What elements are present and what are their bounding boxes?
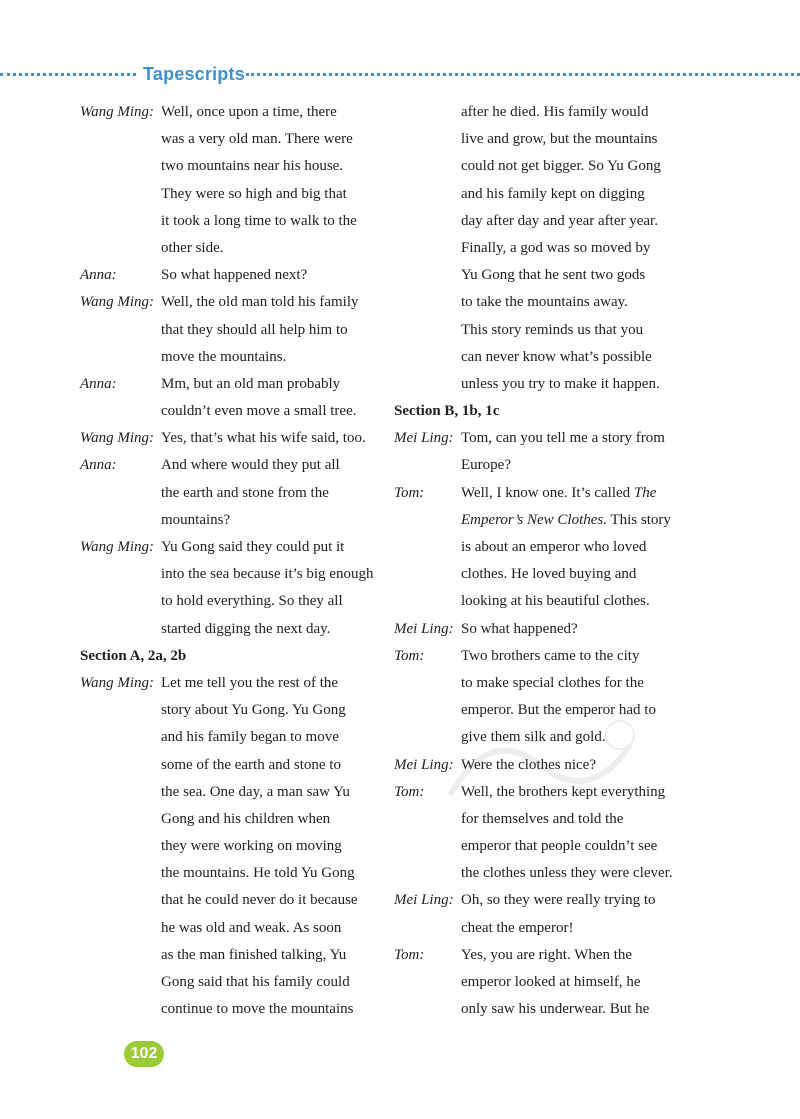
dialogue-line	[394, 289, 694, 316]
dialogue-line	[394, 697, 694, 724]
dialogue-text-plain: story about Yu Gong. Yu Gong	[161, 702, 346, 719]
dialogue-text-plain: Let me tell you the rest of the	[161, 674, 339, 691]
dialogue-line	[394, 262, 694, 289]
dialogue-text	[461, 289, 628, 316]
dialogue-text	[161, 452, 340, 479]
dialogue-line	[394, 969, 694, 996]
dialogue-line	[394, 942, 694, 969]
dialogue-text	[461, 969, 641, 996]
dialogue-line	[80, 833, 380, 860]
dialogue-text	[461, 181, 645, 208]
dialogue-line	[394, 915, 694, 942]
dialogue-text-plain: and his family kept on digging	[461, 185, 645, 202]
dialogue-line	[394, 507, 694, 534]
dialogue-text	[161, 317, 348, 344]
header-dotted-rule-left	[0, 73, 136, 76]
dialogue-text-plain: to hold everything. So they all	[161, 593, 343, 610]
dialogue-text-plain: Two brothers came to the city	[461, 647, 640, 664]
dialogue-text	[461, 153, 661, 180]
dialogue-line	[80, 752, 380, 779]
dialogue-text	[161, 398, 357, 425]
page-title: Tapescripts	[143, 64, 245, 84]
speaker-name: Anna:	[80, 457, 117, 474]
dialogue-line	[394, 806, 694, 833]
dialogue-text-plain: that they should all help him to	[161, 321, 348, 338]
dialogue-text	[161, 289, 359, 316]
right-column	[394, 99, 694, 1023]
dialogue-line	[80, 915, 380, 942]
dialogue-text	[461, 561, 636, 588]
dialogue-line	[394, 616, 694, 643]
dialogue-line	[394, 480, 694, 507]
dialogue-text-plain: started digging the next day.	[161, 620, 331, 637]
dialogue-text-plain: is about an emperor who loved	[461, 539, 647, 555]
dialogue-text	[461, 452, 511, 479]
dialogue-text-plain: This story reminds us that you	[461, 321, 644, 338]
dialogue-text	[461, 724, 606, 751]
speaker-name: Wang Ming:	[80, 294, 155, 311]
dialogue-text-plain: continue to move the mountains	[161, 1001, 354, 1018]
dialogue-line	[80, 588, 380, 615]
dialogue-text-plain: clothes. He loved buying and	[461, 566, 637, 583]
dialogue-line	[80, 643, 380, 670]
dialogue-text-plain: could not get bigger. So Yu Gong	[461, 158, 661, 175]
dialogue-text	[161, 779, 350, 806]
dialogue-text-plain: move the mountains.	[161, 348, 287, 365]
dialogue-text-plain: it took a long time to walk to the	[161, 212, 357, 229]
dialogue-text	[161, 344, 286, 371]
dialogue-text-plain: Gong said that his family could	[161, 974, 350, 990]
dialogue-line	[394, 398, 694, 425]
dialogue-text-plain: only saw his underwear. But he	[461, 1001, 650, 1018]
dialogue-text-plain: Yes, you are right. When the	[461, 946, 633, 963]
dialogue-text-plain: the mountains. He told Yu Gong	[161, 865, 355, 882]
dialogue-text-plain: They were so high and big that	[161, 185, 347, 202]
section-heading: Section A, 2a, 2b	[80, 647, 187, 664]
dialogue-line	[394, 588, 694, 615]
dialogue-text-plain: looking at his beautiful clothes.	[461, 593, 650, 610]
dialogue-line	[394, 887, 694, 914]
dialogue-text	[161, 860, 355, 887]
dialogue-line	[394, 643, 694, 670]
dialogue-text-plain: as the man finished talking, Yu	[161, 946, 347, 963]
dialogue-text-plain: to make special clothes for the	[461, 674, 644, 691]
dialogue-text-plain: Were the clothes nice?	[461, 756, 596, 773]
dialogue-text-plain: Oh, so they were really trying to	[461, 892, 656, 909]
dialogue-text	[461, 806, 623, 833]
dialogue-text	[161, 996, 353, 1023]
dialogue-text-plain: the earth and stone from the	[161, 484, 329, 501]
dialogue-line	[80, 806, 380, 833]
dialogue-line	[394, 425, 694, 452]
story-title-italic: Emperor’s New Clothes.	[461, 511, 607, 528]
dialogue-text-plain: after he died. His family would	[461, 104, 649, 120]
dialogue-line	[80, 779, 380, 806]
dialogue-text-plain: Tom, can you tell me a story from	[461, 430, 665, 447]
dialogue-text-plain: Well, the old man told his family	[161, 294, 359, 311]
dialogue-text	[461, 371, 660, 398]
dialogue-text	[461, 887, 656, 914]
speaker-name: Mei Ling:	[394, 430, 454, 447]
dialogue-line	[394, 208, 694, 235]
dialogue-text-plain: day after day and year after year.	[461, 212, 658, 229]
dialogue-text	[461, 915, 573, 942]
dialogue-text	[461, 534, 646, 561]
dialogue-text	[461, 942, 632, 969]
dialogue-text-plain: And where would they put all	[161, 457, 340, 474]
dialogue-text-continued: This story	[606, 511, 671, 528]
dialogue-text	[161, 616, 330, 643]
dialogue-text-plain: can never know what’s possible	[461, 348, 652, 365]
dialogue-text	[161, 235, 223, 262]
dialogue-text-plain: Yu Gong that he sent two gods	[461, 267, 646, 284]
dialogue-line	[80, 208, 380, 235]
dialogue-text	[161, 181, 347, 208]
dialogue-line	[394, 996, 694, 1023]
speaker-name: Tom:	[394, 484, 425, 501]
dialogue-line	[80, 724, 380, 751]
dialogue-text	[161, 208, 357, 235]
dialogue-line	[80, 153, 380, 180]
speaker-name: Tom:	[394, 783, 425, 800]
dialogue-line	[80, 697, 380, 724]
speaker-name: Wang Ming:	[80, 430, 155, 447]
dialogue-text-plain: some of the earth and stone to	[161, 756, 341, 773]
speaker-name: Wang Ming:	[80, 539, 155, 555]
dialogue-text	[161, 480, 329, 507]
dialogue-line	[394, 99, 694, 126]
dialogue-line	[80, 969, 380, 996]
dialogue-line	[80, 996, 380, 1023]
dialogue-line	[394, 752, 694, 779]
speaker-name: Mei Ling:	[394, 620, 454, 637]
speaker-name: Wang Ming:	[80, 104, 155, 120]
speaker-name: Anna:	[80, 375, 117, 392]
dialogue-text	[161, 153, 343, 180]
dialogue-text-plain: Well, I know one. It’s called	[461, 484, 634, 501]
dialogue-text	[461, 317, 643, 344]
dialogue-line	[80, 262, 380, 289]
dialogue-line	[80, 181, 380, 208]
dialogue-line	[394, 534, 694, 561]
dialogue-line	[80, 99, 380, 126]
dialogue-text	[161, 969, 350, 996]
dialogue-text	[161, 752, 341, 779]
dialogue-text-plain: the clothes unless they were clever.	[461, 865, 673, 882]
dialogue-line	[394, 235, 694, 262]
section-heading: Section B, 1b, 1c	[394, 403, 500, 420]
dialogue-text-plain: emperor looked at himself, he	[461, 974, 641, 990]
dialogue-text-plain: two mountains near his house.	[161, 158, 344, 175]
dialogue-text-plain: to take the mountains away.	[461, 294, 628, 311]
dialogue-line	[394, 860, 694, 887]
dialogue-line	[394, 126, 694, 153]
dialogue-text-plain: the sea. One day, a man saw Yu	[161, 783, 350, 800]
dialogue-line	[394, 153, 694, 180]
dialogue-text	[161, 697, 346, 724]
dialogue-text-plain: unless you try to make it happen.	[461, 375, 660, 392]
dialogue-line	[394, 371, 694, 398]
dialogue-text	[161, 670, 338, 697]
dialogue-text	[161, 126, 353, 153]
dialogue-text-plain: So what happened next?	[161, 267, 308, 284]
dialogue-text	[461, 670, 644, 697]
dialogue-text-plain: mountains?	[161, 511, 231, 528]
story-title-italic: The	[633, 484, 657, 501]
page-header	[0, 60, 800, 90]
dialogue-text	[161, 534, 344, 561]
dialogue-text	[161, 507, 230, 534]
dialogue-text	[461, 860, 673, 887]
dialogue-line	[394, 452, 694, 479]
dialogue-line	[80, 480, 380, 507]
dialogue-text	[161, 833, 342, 860]
dialogue-text-plain: he was old and weak. As soon	[161, 919, 342, 936]
dialogue-text-plain: emperor. But the emperor had to	[461, 702, 656, 719]
dialogue-line	[80, 289, 380, 316]
dialogue-line	[394, 833, 694, 860]
dialogue-text-plain: Well, the brothers kept everything	[461, 783, 666, 800]
dialogue-text	[461, 99, 648, 126]
dialogue-text-plain: into the sea because it’s big enough	[161, 566, 374, 583]
dialogue-text	[461, 507, 671, 534]
dialogue-line	[394, 344, 694, 371]
dialogue-line	[394, 317, 694, 344]
dialogue-line	[80, 371, 380, 398]
dialogue-line	[80, 507, 380, 534]
left-column	[80, 99, 380, 1023]
dialogue-text-plain: give them silk and gold.	[461, 729, 606, 746]
dialogue-text	[161, 99, 337, 126]
dialogue-text-plain: cheat the emperor!	[461, 919, 574, 936]
dialogue-text-plain: and his family began to move	[161, 729, 339, 746]
dialogue-text	[461, 235, 650, 262]
dialogue-text	[161, 561, 373, 588]
dialogue-text-plain: Yu Gong said they could put it	[161, 539, 345, 555]
dialogue-text	[161, 724, 339, 751]
dialogue-text-plain: Gong and his children when	[161, 810, 331, 827]
dialogue-text	[461, 262, 645, 289]
dialogue-text-plain: Mm, but an old man probably	[161, 375, 341, 392]
dialogue-text	[461, 697, 656, 724]
dialogue-text	[161, 371, 340, 398]
speaker-name: Mei Ling:	[394, 756, 454, 773]
dialogue-line	[80, 561, 380, 588]
dialogue-text-plain: couldn’t even move a small tree.	[161, 403, 357, 420]
dialogue-text	[461, 996, 649, 1023]
dialogue-line	[394, 724, 694, 751]
dialogue-line	[80, 942, 380, 969]
dialogue-text	[161, 588, 343, 615]
dialogue-text	[161, 915, 341, 942]
dialogue-text-plain: other side.	[161, 239, 224, 256]
speaker-name: Anna:	[80, 267, 117, 284]
dialogue-text-plain: Well, once upon a time, there	[161, 104, 337, 120]
dialogue-text	[161, 262, 307, 289]
dialogue-text-plain: emperor that people couldn’t see	[461, 838, 658, 855]
dialogue-text	[461, 425, 665, 452]
dialogue-text	[461, 344, 652, 371]
dialogue-line	[80, 616, 380, 643]
dialogue-line	[394, 181, 694, 208]
dialogue-line	[80, 344, 380, 371]
dialogue-line	[80, 860, 380, 887]
dialogue-text	[461, 779, 665, 806]
dialogue-line	[80, 317, 380, 344]
dialogue-text	[161, 887, 358, 914]
dialogue-text	[461, 643, 639, 670]
dialogue-text-plain: Yes, that’s what his wife said, too.	[161, 430, 366, 447]
dialogue-text	[161, 942, 346, 969]
dialogue-line	[80, 398, 380, 425]
dialogue-text-plain: Finally, a god was so moved by	[461, 239, 651, 256]
dialogue-line	[80, 452, 380, 479]
dialogue-text-plain: was a very old man. There were	[161, 131, 353, 148]
dialogue-text	[461, 208, 658, 235]
speaker-name: Mei Ling:	[394, 892, 454, 909]
dialogue-text	[161, 806, 330, 833]
dialogue-line	[80, 235, 380, 262]
dialogue-line	[394, 779, 694, 806]
header-dotted-rule-right	[246, 73, 800, 76]
speaker-name: Wang Ming:	[80, 674, 155, 691]
dialogue-line	[80, 887, 380, 914]
dialogue-line	[394, 670, 694, 697]
speaker-name: Tom:	[394, 946, 425, 963]
dialogue-text-plain: for themselves and told the	[461, 810, 624, 827]
dialogue-text	[461, 588, 650, 615]
page-number-badge: 102	[124, 1041, 164, 1067]
dialogue-text	[461, 752, 596, 779]
dialogue-text-plain: Europe?	[461, 457, 511, 474]
dialogue-line	[80, 534, 380, 561]
dialogue-line	[80, 425, 380, 452]
dialogue-text-plain: they were working on moving	[161, 838, 342, 855]
speaker-name: Tom:	[394, 647, 425, 664]
dialogue-line	[394, 561, 694, 588]
dialogue-text	[461, 616, 578, 643]
dialogue-text-plain: live and grow, but the mountains	[461, 131, 658, 148]
dialogue-text	[461, 126, 658, 153]
dialogue-text	[161, 425, 366, 452]
dialogue-line	[80, 126, 380, 153]
dialogue-text	[461, 833, 657, 860]
dialogue-text-plain: So what happened?	[461, 620, 578, 637]
dialogue-text	[461, 480, 656, 507]
dialogue-text-plain: that he could never do it because	[161, 892, 358, 909]
dialogue-line	[80, 670, 380, 697]
